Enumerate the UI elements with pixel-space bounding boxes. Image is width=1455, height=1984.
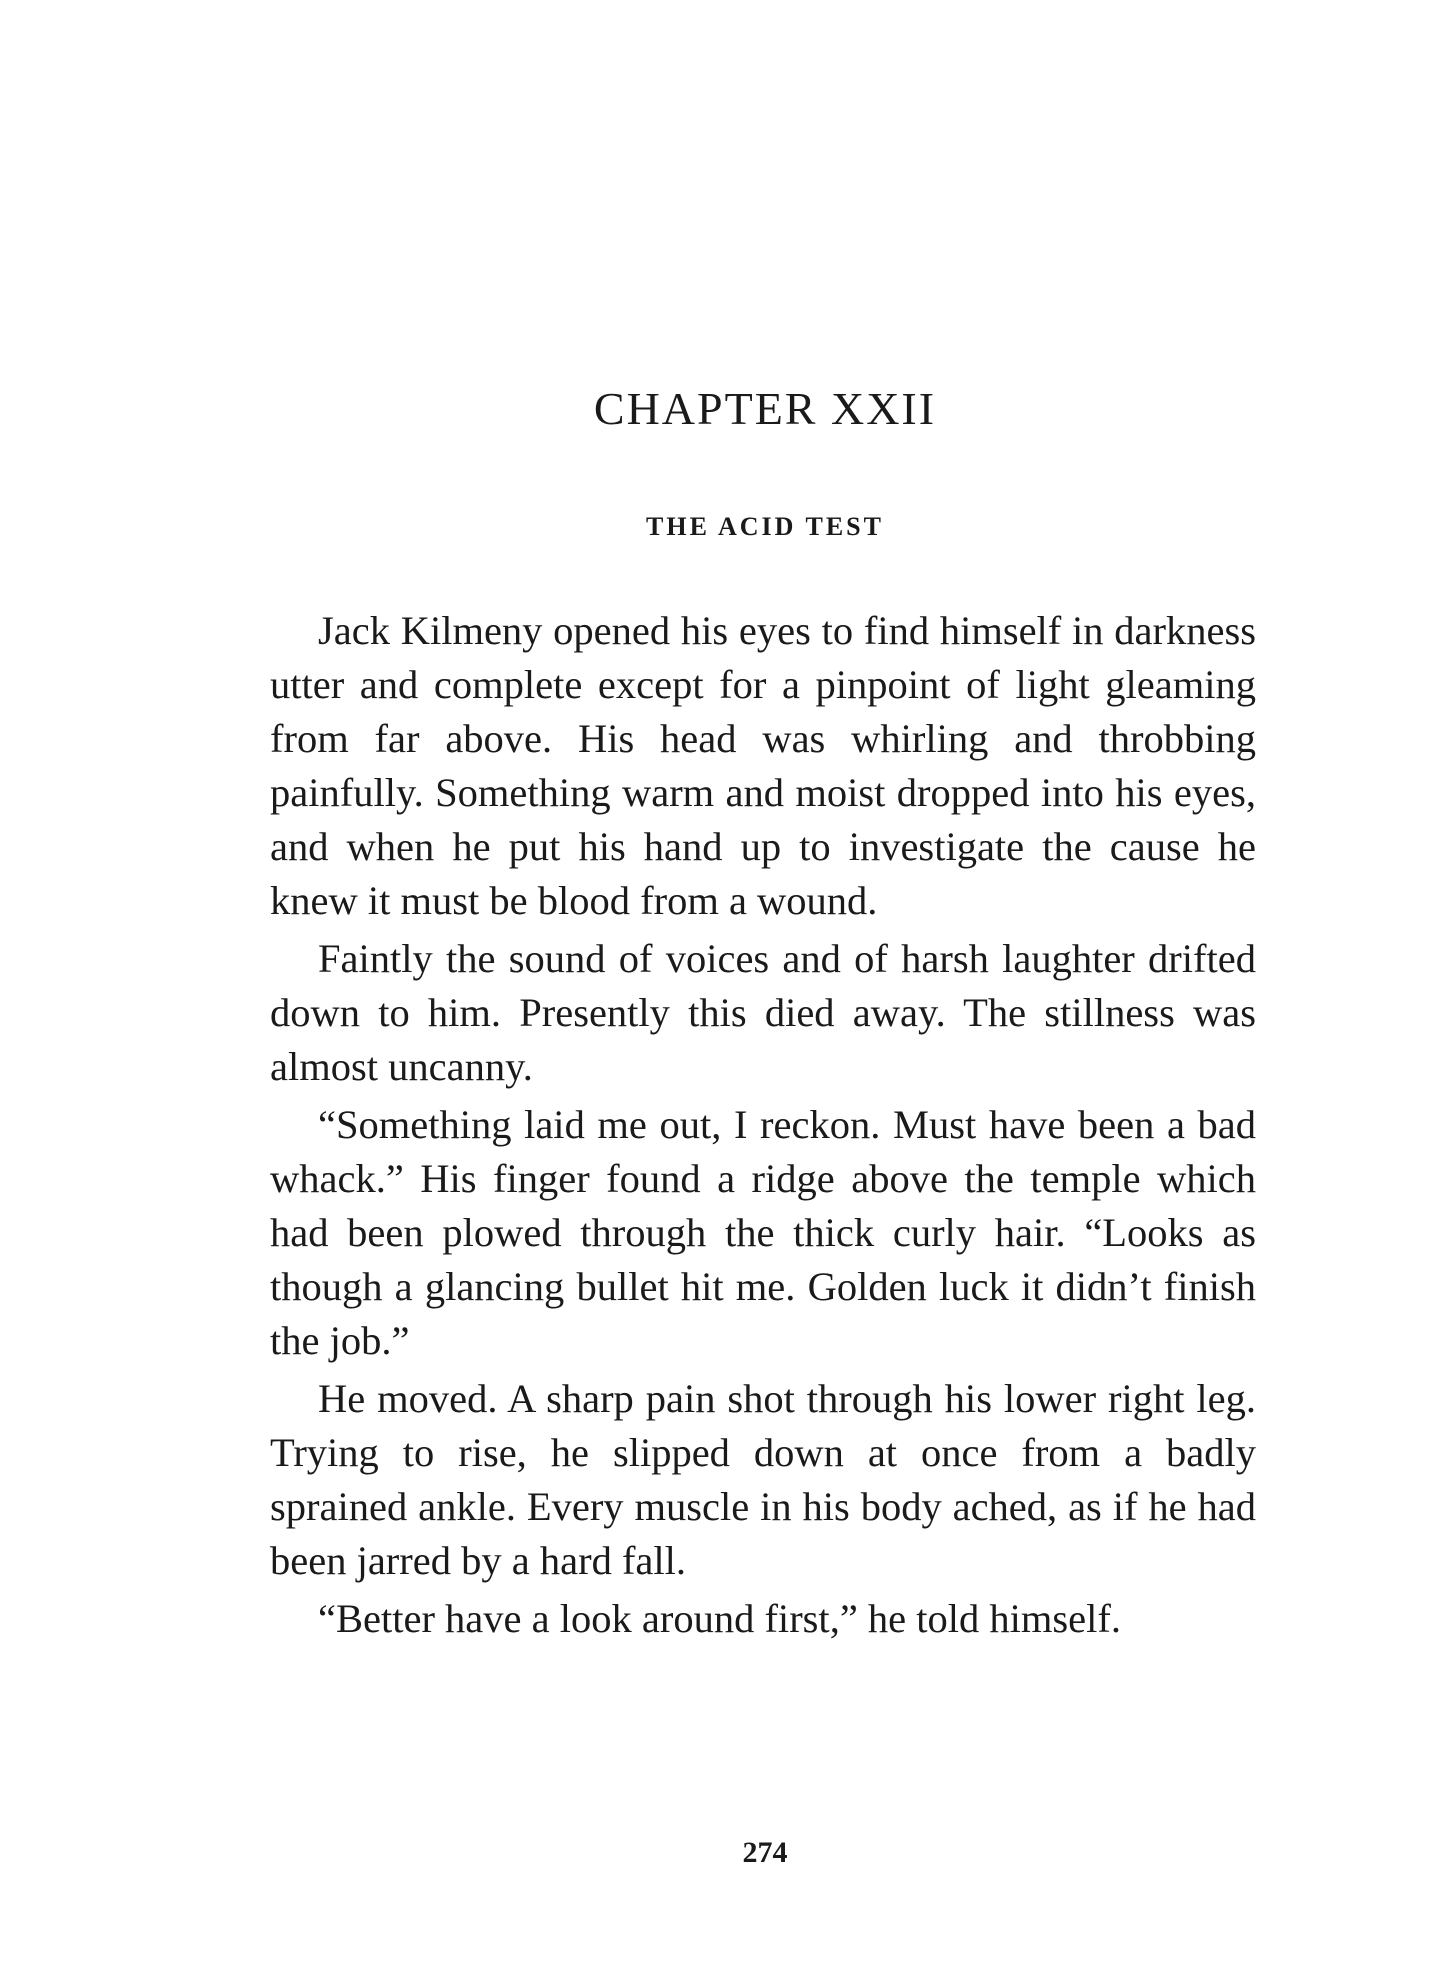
chapter-subtitle: THE ACID TEST — [646, 512, 884, 541]
chapter-body — [270, 604, 1256, 1650]
page-number: 274 — [742, 1836, 788, 1869]
chapter-heading: CHAPTER XXII — [593, 383, 937, 434]
paragraph: Jack Kilmeny opened his eyes to find himself in darkness utter and complete except for a pinpoint of light gleaming from far above. His head was whirling and throbbing painfully. Something warm and moist dropped into his eyes, and when he put his hand up to investigate the cause he knew it must be blood from a wound. — [270, 608, 1256, 923]
paragraph: “Something laid me out, I reckon. Must have been a bad whack.” His finger found a ridge above the temple which had been plowed through the thick curly hair. “Looks as though a glancing bullet hit me. Golden luck it didn’t finish the job.” — [270, 1102, 1256, 1363]
paragraph: “Better have a look around first,” he told himself. — [318, 1596, 1121, 1641]
paragraph: He moved. A sharp pain shot through his lower right leg. Trying to rise, he slipped down at once from a badly sprained ankle. Every muscle in his body ached, as if he had been jarred by a hard fall. — [270, 1376, 1256, 1583]
paragraph: Faintly the sound of voices and of harsh laughter drifted down to him. Presently this died away. The stillness was almost uncanny. — [270, 936, 1256, 1089]
